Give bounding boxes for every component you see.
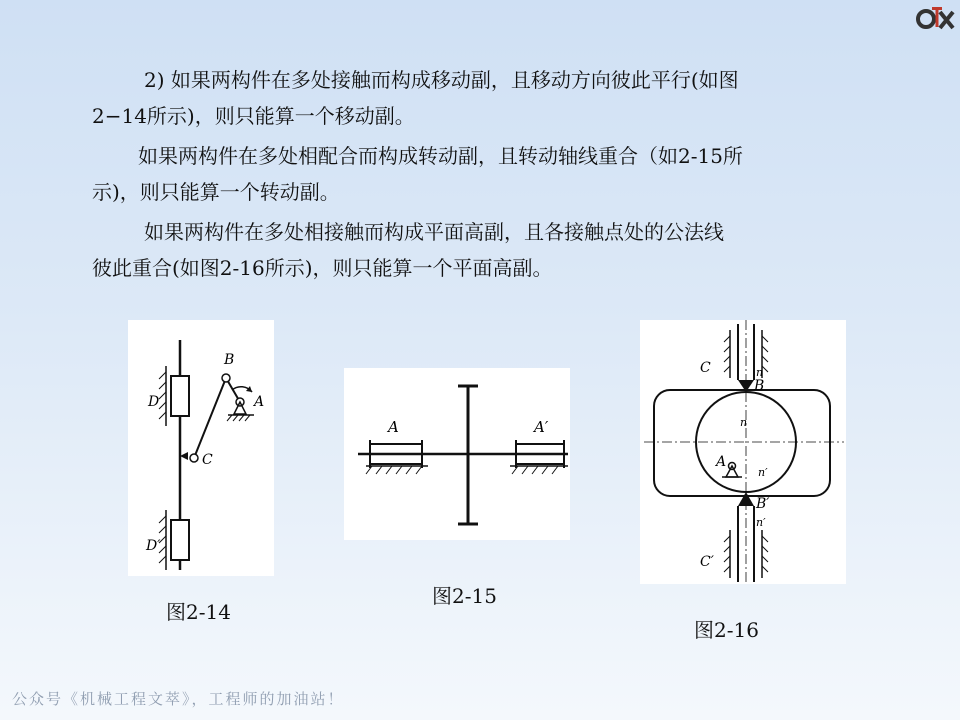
paragraph-line: 2−14所示)，则只能算一个移动副。 xyxy=(92,104,415,128)
label-c-prime: C′ xyxy=(700,554,714,570)
label-d-prime: D′ xyxy=(146,538,161,554)
label-n-prime: n′ xyxy=(758,466,768,479)
label-a: A xyxy=(716,454,727,470)
label-c: C xyxy=(700,360,711,376)
figure-2-14 xyxy=(128,320,274,576)
label-b: B xyxy=(754,378,765,394)
caption-figure-2-15: 图2-15 xyxy=(432,584,497,608)
otx-logo-icon xyxy=(916,4,956,32)
label-b-prime: B′ xyxy=(756,496,770,512)
paragraph-line: 示)，则只能算一个转动副。 xyxy=(92,180,340,204)
label-b: B xyxy=(224,352,235,368)
figure-2-15 xyxy=(344,368,570,540)
paragraph-higher-pair xyxy=(92,214,872,286)
label-a: A xyxy=(254,394,265,410)
label-a-prime: A′ xyxy=(534,418,549,436)
paragraph-sliding-pair xyxy=(92,62,872,134)
label-a: A xyxy=(388,418,399,436)
figure-2-16 xyxy=(640,320,846,584)
label-n-prime: n′ xyxy=(756,516,766,529)
caption-figure-2-16: 图2-16 xyxy=(694,618,759,642)
paragraph-line: 如果两构件在多处相配合而构成转动副，且转动轴线重合（如2-15所 xyxy=(138,144,743,168)
paragraph-revolute-pair xyxy=(92,138,872,210)
paragraph-line: 2) 如果两构件在多处接触而构成移动副，且移动方向彼此平行(如图 xyxy=(144,68,739,92)
label-n: n xyxy=(740,416,748,429)
label-n: n xyxy=(756,366,764,379)
paragraph-line: 如果两构件在多处相接触而构成平面高副，且各接触点处的公法线 xyxy=(144,220,724,244)
label-d: D xyxy=(148,394,160,410)
paragraph-line: 彼此重合(如图2-16所示)，则只能算一个平面高副。 xyxy=(92,256,553,280)
caption-figure-2-14: 图2-14 xyxy=(166,600,231,624)
label-c: C xyxy=(202,452,213,468)
footer-watermark: 公众号《机械工程文萃》，工程师的加油站！ xyxy=(12,690,345,708)
